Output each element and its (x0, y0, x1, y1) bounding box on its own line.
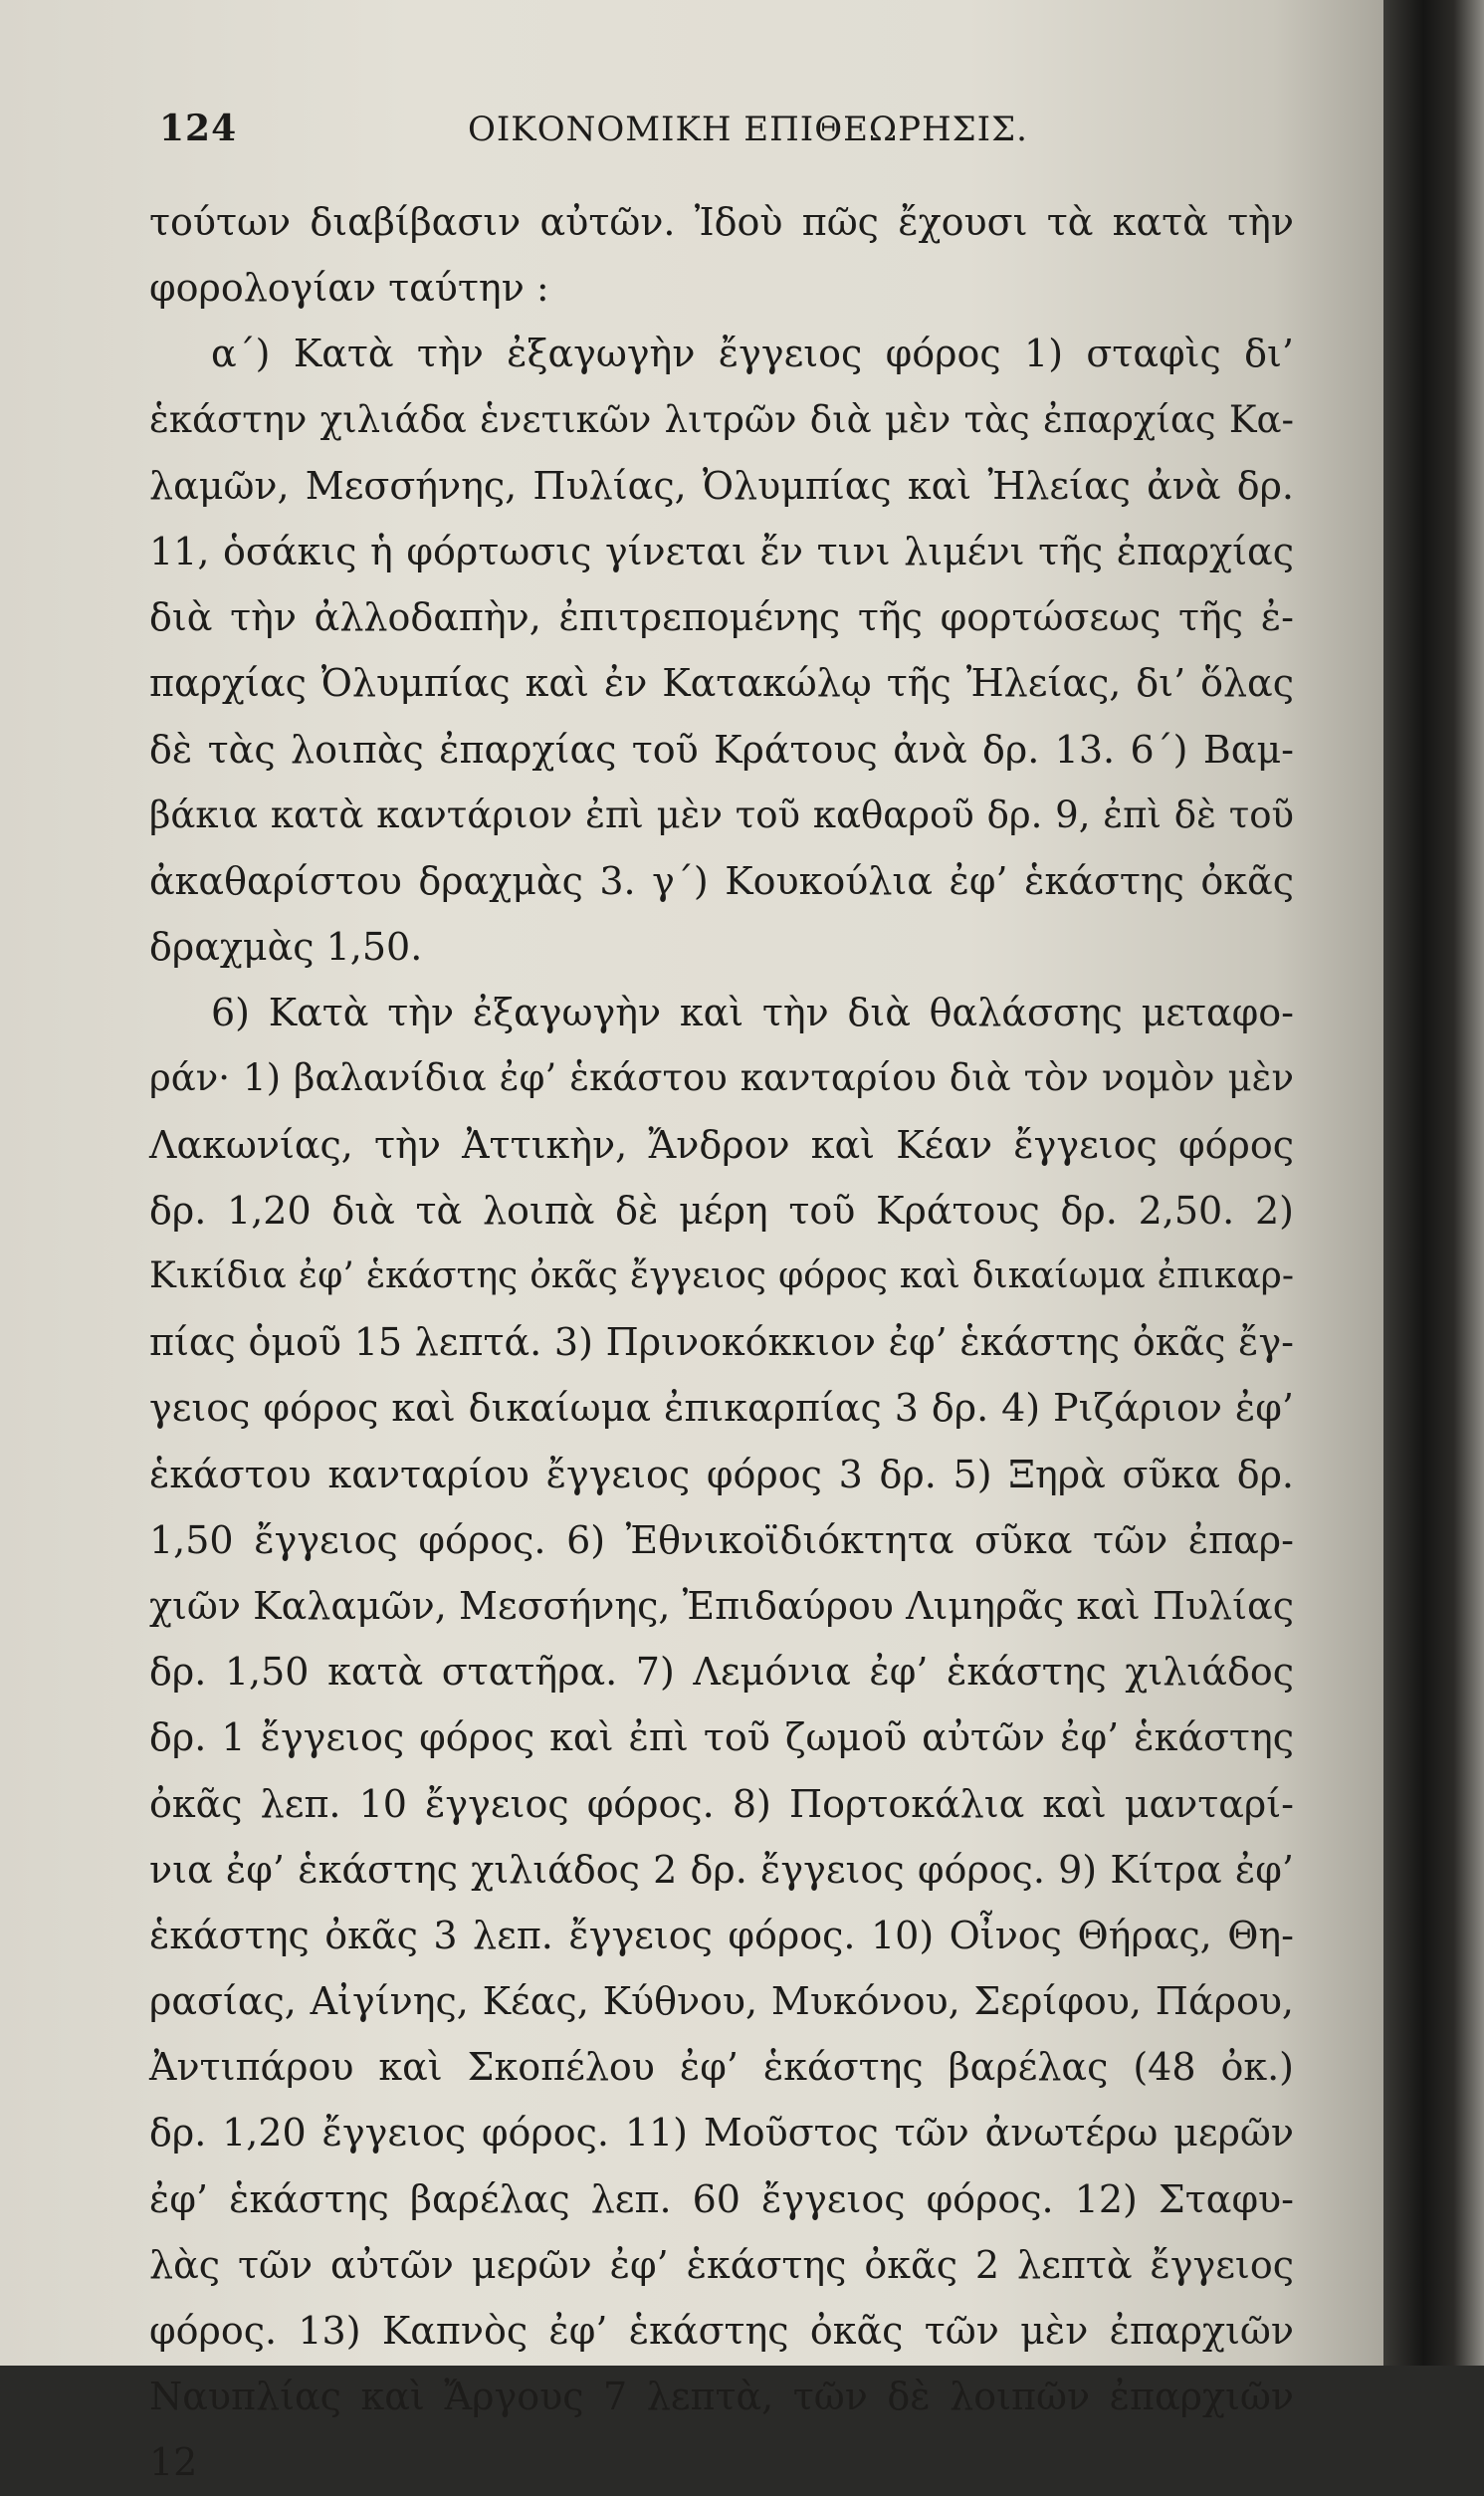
text-line: Ἀντιπάρου καὶ Σκοπέλου ἐφ’ ἑκάστης βαρέλας (48 ὀκ.) (149, 2045, 1294, 2090)
text-line: ἑκάστου κανταρίου ἔγγειος φόρος 3 δρ. 5) Ξηρὰ σῦκα δρ. (149, 1452, 1294, 1496)
text-line: τούτων διαβίβασιν αὐτῶν. Ἰδοὺ πῶς ἔχουσι τὰ κατὰ τὴν (149, 200, 1294, 244)
text-line: δρ. 1 ἔγγειος φόρος καὶ ἐπὶ τοῦ ζωμοῦ αὐτῶν ἐφ’ ἑκάστης (149, 1715, 1294, 1760)
text-line: παρχίας Ὀλυμπίας καὶ ἐν Κατακώλῳ τῆς Ἠλείας, δι’ ὅλας (149, 661, 1294, 706)
page-number: 124 (159, 108, 238, 149)
text-line: πίας ὁμοῦ 15 λεπτά. 3) Πρινοκόκκιον ἐφ’ ἑκάστης ὀκᾶς ἔγ- (149, 1320, 1294, 1365)
text-line: ρασίας, Αἰγίνης, Κέας, Κύθνου, Μυκόνου, Σερίφου, Πάρου, (149, 1979, 1294, 2024)
text-line: δρ. 1,50 κατὰ στατῆρα. 7) Λεμόνια ἐφ’ ἑκάστης χιλιάδος (149, 1650, 1294, 1695)
text-line: 1,50 ἔγγειος φόρος. 6) Ἐθνικοϊδιόκτητα σῦκα τῶν ἐπαρ- (149, 1517, 1294, 1562)
text-line: λὰς τῶν αὐτῶν μερῶν ἐφ’ ἑκάστης ὀκᾶς 2 λεπτὰ ἔγγειος (149, 2242, 1294, 2287)
text-line: 6) Κατὰ τὴν ἐξαγωγὴν καὶ τὴν διὰ θαλάσσης μεταφο- (211, 991, 1294, 1035)
text-line: ἑκάστης ὀκᾶς 3 λεπ. ἔγγειος φόρος. 10) Οἶνος Θήρας, Θη- (149, 1913, 1294, 1957)
text-line: ἐφ’ ἑκάστης βαρέλας λεπ. 60 ἔγγειος φόρος. 12) Σταφυ- (149, 2176, 1294, 2221)
text-line: δρ. 1,20 διὰ τὰ λοιπὰ δὲ μέρη τοῦ Κράτους δρ. 2,50. 2) (149, 1188, 1294, 1233)
text-line: 11, ὁσάκις ἡ φόρτωσις γίνεται ἔν τινι λιμένι τῆς ἐπαρχίας (149, 529, 1294, 573)
text-line: λαμῶν, Μεσσήνης, Πυλίας, Ὀλυμπίας καὶ Ἠλείας ἀνὰ δρ. (149, 463, 1294, 508)
text-line: φορολογίαν ταύτην : (149, 266, 549, 311)
text-line: βάκια κατὰ καντάριον ἐπὶ μὲν τοῦ καθαροῦ δρ. 9, ἐπὶ δὲ τοῦ (149, 793, 1294, 836)
running-header (159, 108, 1294, 159)
text-line: νια ἐφ’ ἑκάστης χιλιάδος 2 δρ. ἔγγειος φόρος. 9) Κίτρα ἐφ’ (149, 1847, 1294, 1892)
book-gutter-shadow (1383, 0, 1484, 2366)
text-line: ράν· 1) βαλανίδια ἐφ’ ἑκάστου κανταρίου διὰ τὸν νομὸν μὲν (149, 1056, 1294, 1100)
text-line: ὀκᾶς λεπ. 10 ἔγγειος φόρος. 8) Πορτοκάλια καὶ μανταρί- (149, 1781, 1294, 1826)
body-text (149, 189, 1294, 2485)
text-line: ἑκάστην χιλιάδα ἑνετικῶν λιτρῶν διὰ μὲν τὰς ἐπαρχίας Κα- (149, 397, 1294, 441)
text-line: δρ. 1,20 ἔγγειος φόρος. 11) Μοῦστος τῶν ἀνωτέρω μερῶν (149, 2111, 1294, 2156)
text-line: γειος φόρος καὶ δικαίωμα ἐπικαρπίας 3 δρ. 4) Ριζάριον ἐφ’ (149, 1386, 1294, 1431)
text-line: α΄) Κατὰ τὴν ἐξαγωγὴν ἔγγειος φόρος 1) σταφὶς δι’ (211, 332, 1294, 376)
text-line: Λακωνίας, τὴν Ἀττικὴν, Ἄνδρον καὶ Κέαν ἔγγειος φόρος (149, 1122, 1294, 1167)
text-line: διὰ τὴν ἀλλοδαπὴν, ἐπιτρεπομένης τῆς φορτώσεως τῆς ἐ- (149, 595, 1294, 640)
text-line: δραχμὰς 1,50. (149, 925, 423, 970)
text-line: φόρος. 13) Καπνὸς ἐφ’ ἑκάστης ὀκᾶς τῶν μὲν ἐπαρχιῶν (149, 2309, 1294, 2353)
text-line: χιῶν Καλαμῶν, Μεσσήνης, Ἐπιδαύρου Λιμηρᾶς καὶ Πυλίας (149, 1583, 1294, 1628)
text-line: δὲ τὰς λοιπὰς ἐπαρχίας τοῦ Κράτους ἀνὰ δρ. 13. 6΄) Βαμ- (149, 727, 1294, 772)
text-line: Ναυπλίας καὶ Ἄργους 7 λεπτὰ, τῶν δὲ λοιπῶν ἐπαρχιῶν 12 (149, 2375, 1294, 2485)
text-line: ἀκαθαρίστου δραχμὰς 3. γ΄) Κουκούλια ἐφ’ ἑκάστης ὀκᾶς (149, 858, 1294, 903)
text-line: Κικίδια ἐφ’ ἑκάστης ὀκᾶς ἔγγειος φόρος καὶ δικαίωμα ἐπικαρ- (149, 1255, 1294, 1296)
running-title: ΟΙΚΟΝΟΜΙΚΗ ΕΠΙΘΕΩΡΗΣΙΣ. (468, 110, 1028, 149)
